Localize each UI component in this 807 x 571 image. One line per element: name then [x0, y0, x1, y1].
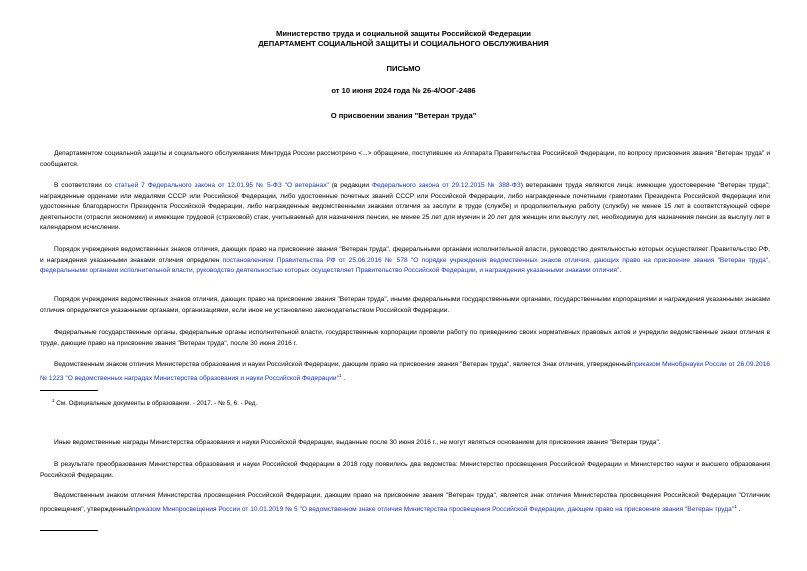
paragraph-9-text: Ведомственным знаком отличия Министерства просвещения Российской Федерации, дающим право на присвоение звания "Ветеран труда", является знак отличия Министерства просвещения Российской Федерации "Отличник просвещения", утвержденный [40, 492, 770, 513]
paragraph-5: Федеральные государственные органы, федеральные органы исполнительной власти, государственные корпорации провели работу по приведению своих нормативных правовых актов и учредили ведомственные знаки отличия в труде, дающие право на присвоение звания "Ветеран труда", после 30 июня 2016 г. [40, 329, 770, 347]
federal-law-2015-link[interactable]: Федерального закона от 29.12.2015 № 388-ФЗ [371, 182, 521, 189]
paragraph-3-text: . [619, 267, 622, 275]
paragraph-2-text: (в редакции [328, 182, 372, 189]
ministry-title: Министерство труда и социальной защиты Российской Федерации [276, 29, 531, 38]
footnote-marker: 1 [338, 372, 342, 378]
paragraph-1: Департаментом социальной защиты и социального обслуживания Минтруда России рассмотрено <...> обращение, поступившее из Аппарата Правительства Российской Федерации, по вопросу присвоения звания "Ветеран труда" и сообщается. [40, 150, 770, 168]
paragraph-9-text: . [736, 505, 741, 513]
minprosvescheniya-order-5-link[interactable]: приказом Минпросвещения России от 10.01.2019 № 5 "О ведомственном знаке отличия Министерства просвещения Российской Федерации, дающем право на присвоение звания "Ветеран труда" [131, 505, 735, 513]
government-decree-578-link[interactable]: постановлением Правительства РФ от 25.06.2016 № 578 "О порядке учреждения ведомственных знаков отличия, дающих право на присвоение звания "Ветеран труда", федеральными органами исполнительной власти, руководство деятельностью которых осуществляет Правительство Российской Федерации, и награждения указанными знаками отличия" [40, 256, 770, 275]
paragraph-9 [40, 491, 770, 515]
doc-type: ПИСЬМО [386, 64, 421, 73]
footnote-divider [40, 530, 98, 531]
paragraph-2-text: В соответствии со [54, 182, 115, 189]
footnote-number: 1 [52, 398, 55, 403]
doc-subject: О присвоении звания "Ветеран труда" [330, 111, 477, 120]
department-title: ДЕПАРТАМЕНТ СОЦИАЛЬНОЙ ЗАЩИТЫ И СОЦИАЛЬНОГО ОБСЛУЖИВАНИЯ [258, 39, 549, 48]
paragraph-6-text: . [341, 374, 346, 382]
veterans-law-article-link[interactable]: статьей 7 Федерального закона от 12.01.95 № 5-ФЗ "О ветеранах" [114, 182, 329, 189]
paragraph-3-text: Порядок учреждения ведомственных знаков отличия, дающих право на присвоение звания "Ветеран труда", федеральными органами исполнительной власти, руководство деятельностью которых осуществляет Правительство РФ, и награждения указанными знаками отличия определен [40, 246, 770, 264]
doc-date-number: от 10 июня 2024 года № 26-4/ООГ-2486 [331, 86, 476, 95]
paragraph-3 [40, 245, 770, 277]
paragraph-7: Иные ведомственные награды Министерства образования и науки Российской Федерации, выданные после 30 июня 2016 г., не могут являться основанием для присвоения звания "Ветеран труда". [54, 439, 661, 446]
paragraph-2-text: ) ветеранами труда являются лица: имеющие удостоверение "Ветеран труда"; награжденные орденами или медалями СССР или Российской Федерации, либо удостоенные почетных званий СССР или Российской Федерации, либо награжденные почетными грамотами Президента Российской Федерации или удостоенные благодарности Президента Российской Федерации, либо награжденные ведомственными знаками отличия за заслуги в труде (службе) и продолжительную работу (службу) не менее 15 лет в соответствующей сфере деятельности (отрасли экономики) и имеющие трудовой (страховой) стаж, учитываемый для назначения пенсии, не менее 25 лет для мужчин и 20 лет для женщин или выслугу лет, необходимую для назначения пенсии за выслугу лет в календарном исчислении. [40, 182, 771, 232]
footnote-divider [40, 390, 98, 391]
paragraph-4: Порядок учреждения ведомственных знаков отличия, дающих право на присвоение звания "Ветеран труда", иными федеральными государственными органами, государственными корпорациями и награждения указанными знаками отличия определяется указанными органами, организациями, если иное не установлено законодательством Российской Федерации. [40, 296, 770, 314]
paragraph-6 [40, 360, 770, 384]
minobrnauki-order-1223-link[interactable]: приказом Минобрнауки России от 26.09.2016 № 1223 "О ведомственных наградах Министерства образования и науки Российской Федерации" [40, 361, 771, 382]
footnote-text: См. Официальные документы в образовании. - 2017. - № 5, 6. - Ред. [56, 400, 258, 408]
paragraph-6-text: Ведомственным знаком отличия Министерства образования и науки Российской Федерации, дающим право на присвоение звания "Ветеран труда", является Знак отличия, утвержденный [54, 361, 632, 368]
paragraph-8: В результате преобразования Министерства образования и науки Российской Федерации в 2018 году появились два ведомства: Министерство просвещения Российской Федерации и Министерство науки и высшего образования Российской Федерации. [40, 461, 770, 479]
paragraph-2 [40, 181, 770, 234]
footnote [52, 396, 257, 408]
footnote-marker: 1 [734, 503, 737, 509]
